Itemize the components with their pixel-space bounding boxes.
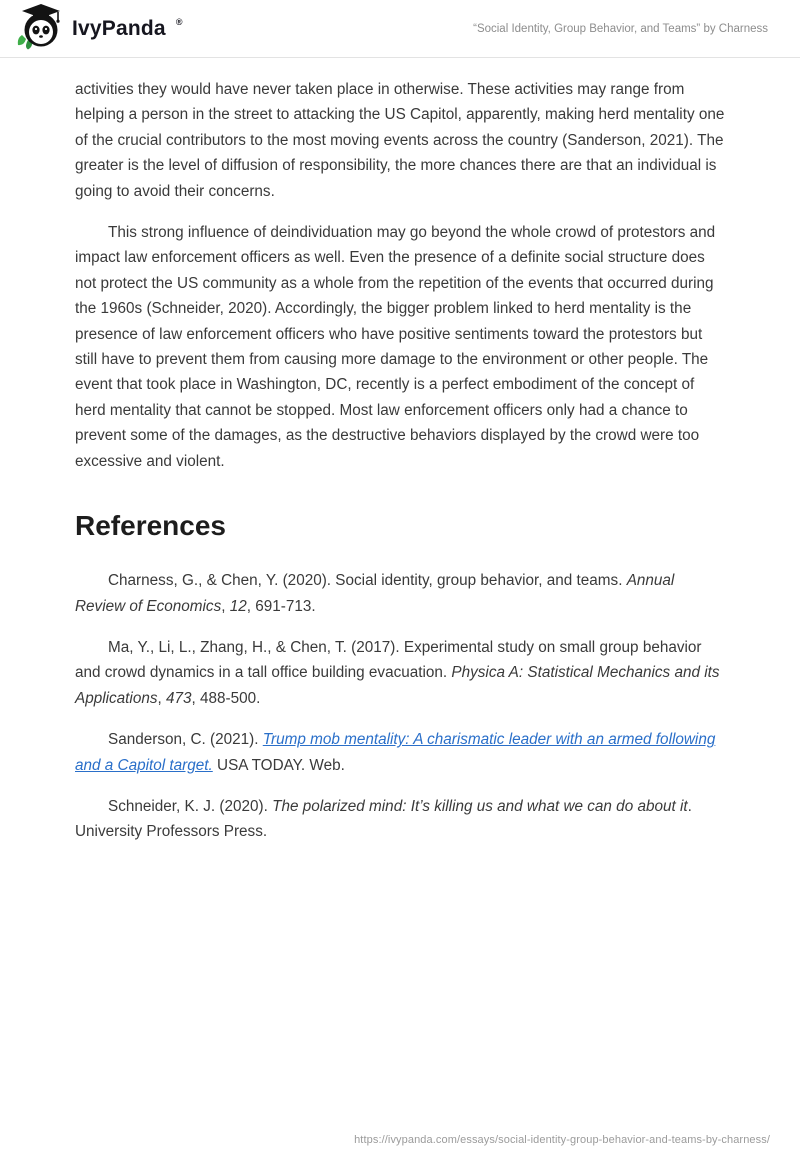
reference-text: Sanderson, C. (2021). [108,731,263,749]
brand-name: IvyPanda [72,16,166,40]
source-url: https://ivypanda.com/essays/social-identity-group-behavior-and-teams-by-charness/ [354,1134,770,1146]
brand-logo-link[interactable] [16,2,182,55]
reference-entry [75,794,726,845]
reference-text: Ma, Y., Li, L., Zhang, H., & Chen, T. (2017). Experimental study on small group behavior and crowd dynamics in a tall office building evacuation. [75,638,702,682]
essay-paragraph: activities they would have never taken place in otherwise. These activities may range from helping a person in the street to attacking the US Capitol, apparently, making herd mentality one of the crucial contributors to the most moving events across the country (Sanderson, 2021). The greater is the level of diffusion of responsibility, the more chances there are that an individual is going to avoid their concerns. [75,81,725,200]
reference-entry [75,568,726,619]
document-title: “Social Identity, Group Behavior, and Teams” by Charness [473,22,768,35]
reference-book-title: The polarized mind: It’s killing us and what we can do about it [272,797,688,815]
ivypanda-panda-logo-icon [16,2,62,55]
reference-text: , [221,597,230,615]
references-heading: References [75,510,226,542]
reference-text: Charness, G., & Chen, Y. (2020). Social identity, group behavior, and teams. [108,572,627,590]
reference-text: Schneider, K. J. (2020). [108,797,273,815]
reference-journal-title: Physica A: Statistical Mechanics and its Applications [75,664,720,707]
reference-text: . University Professors Press. [75,797,692,841]
registered-mark: ® [175,16,183,27]
reference-volume: 473 [165,689,192,707]
reference-text: USA TODAY. Web. [212,756,345,774]
essay-content [0,58,800,845]
reference-journal-title: Annual Review of Economics [75,572,675,615]
reference-entry [75,635,726,711]
reference-text: , [157,689,166,707]
reference-entry [75,727,726,778]
reference-text: , 488-500. [191,689,261,707]
reference-link[interactable]: Trump mob mentality: A charismatic leader with an armed following and a Capitol target. [75,731,716,774]
reference-volume: 12 [229,597,247,615]
header [0,0,800,58]
reference-text: , 691-713. [246,597,316,615]
essay-paragraph: This strong influence of deindividuation may go beyond the whole crowd of protestors and impact law enforcement officers as well. Even the presence of a definite social structure does not protect the US community as a whole from the repetition of the events that occurred during the 1960s (Schneider, 2020). Accordingly, the bigger problem linked to herd mentality is the presence of law enforcement officers who have positive sentiments toward the protestors but still have to prevent them from causing more damage to the environment or other people. The event that took place in Washington, DC, recently is a perfect embodiment of the concept of herd mentality that cannot be stopped. Most law enforcement officers only had a chance to prevent some of the damages, as the destructive behaviors displayed by the crowd were too excessive and violent. [75,224,716,470]
